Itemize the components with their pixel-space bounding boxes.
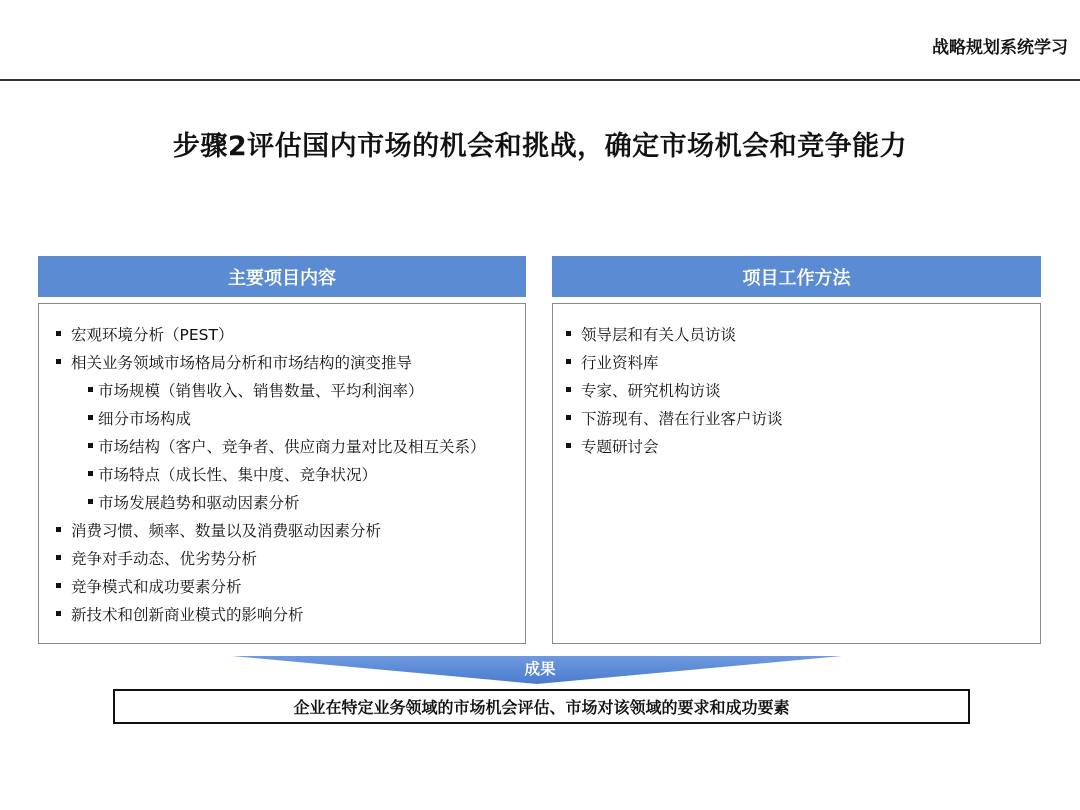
- list-item-text: 竞争模式和成功要素分析: [71, 578, 242, 596]
- bullet-icon: [56, 611, 61, 616]
- list-item: [39, 349, 525, 377]
- sub-list-item: [39, 433, 525, 461]
- list-item: [39, 601, 525, 629]
- list-item-text: 市场结构（客户、竞争者、供应商力量对比及相互关系）: [98, 438, 486, 456]
- header-divider: [0, 79, 1080, 81]
- main-content-list: [39, 321, 525, 629]
- sub-list-item: [39, 377, 525, 405]
- list-item: [39, 545, 525, 573]
- bullet-icon: [566, 415, 571, 420]
- result-label: 成果: [524, 660, 556, 678]
- list-item-text: 市场发展趋势和驱动因素分析: [98, 494, 300, 512]
- list-item: [553, 433, 1040, 461]
- list-item: [553, 405, 1040, 433]
- sub-list-item: [39, 461, 525, 489]
- list-item-text: 行业资料库: [581, 354, 659, 372]
- bullet-icon: [88, 415, 93, 420]
- bullet-icon: [566, 359, 571, 364]
- list-item-text: 市场规模（销售收入、销售数量、平均利润率）: [98, 382, 424, 400]
- bullet-icon: [56, 359, 61, 364]
- header-title: 战略规划系统学习: [932, 38, 1068, 58]
- list-item: [553, 349, 1040, 377]
- list-item-text: 专家、研究机构访谈: [581, 382, 721, 400]
- sub-list-item: [39, 489, 525, 517]
- bullet-icon: [56, 555, 61, 560]
- list-item-text: 细分市场构成: [98, 410, 192, 428]
- page-title: 步骤2评估国内市场的机会和挑战，确定市场机会和竞争能力: [172, 131, 908, 162]
- bullet-icon: [88, 387, 93, 392]
- list-item-text: 专题研讨会: [581, 438, 659, 456]
- bullet-icon: [56, 331, 61, 336]
- main-content-panel: [38, 303, 526, 644]
- bullet-icon: [88, 499, 93, 504]
- list-item-text: 新技术和创新商业模式的影响分析: [71, 606, 304, 624]
- list-item-text: 消费习惯、频率、数量以及消费驱动因素分析: [71, 522, 382, 540]
- list-item: [39, 517, 525, 545]
- list-item: [39, 573, 525, 601]
- work-method-list: [553, 321, 1040, 461]
- bullet-icon: [566, 331, 571, 336]
- list-item-text: 相关业务领域市场格局分析和市场结构的演变推导: [71, 354, 413, 372]
- list-item: [553, 377, 1040, 405]
- list-item: [39, 321, 525, 349]
- list-item: [553, 321, 1040, 349]
- bullet-icon: [566, 387, 571, 392]
- sub-list-item: [39, 405, 525, 433]
- work-method-header: 项目工作方法: [552, 256, 1041, 297]
- bullet-icon: [566, 443, 571, 448]
- bullet-icon: [88, 443, 93, 448]
- list-item-text: 下游现有、潜在行业客户访谈: [581, 410, 783, 428]
- list-item-text: 市场特点（成长性、集中度、竞争状况）: [98, 466, 378, 484]
- bullet-icon: [56, 583, 61, 588]
- list-item-text: 竞争对手动态、优劣势分析: [71, 550, 258, 568]
- list-item-text: 领导层和有关人员访谈: [581, 326, 737, 344]
- work-method-panel: [552, 303, 1041, 644]
- bullet-icon: [88, 471, 93, 476]
- result-text: 企业在特定业务领域的市场机会评估、市场对该领域的要求和成功要素: [293, 698, 790, 717]
- result-box: [113, 689, 970, 724]
- bullet-icon: [56, 527, 61, 532]
- main-content-header: 主要项目内容: [38, 256, 526, 297]
- list-item-text: 宏观环境分析（PEST）: [71, 326, 234, 344]
